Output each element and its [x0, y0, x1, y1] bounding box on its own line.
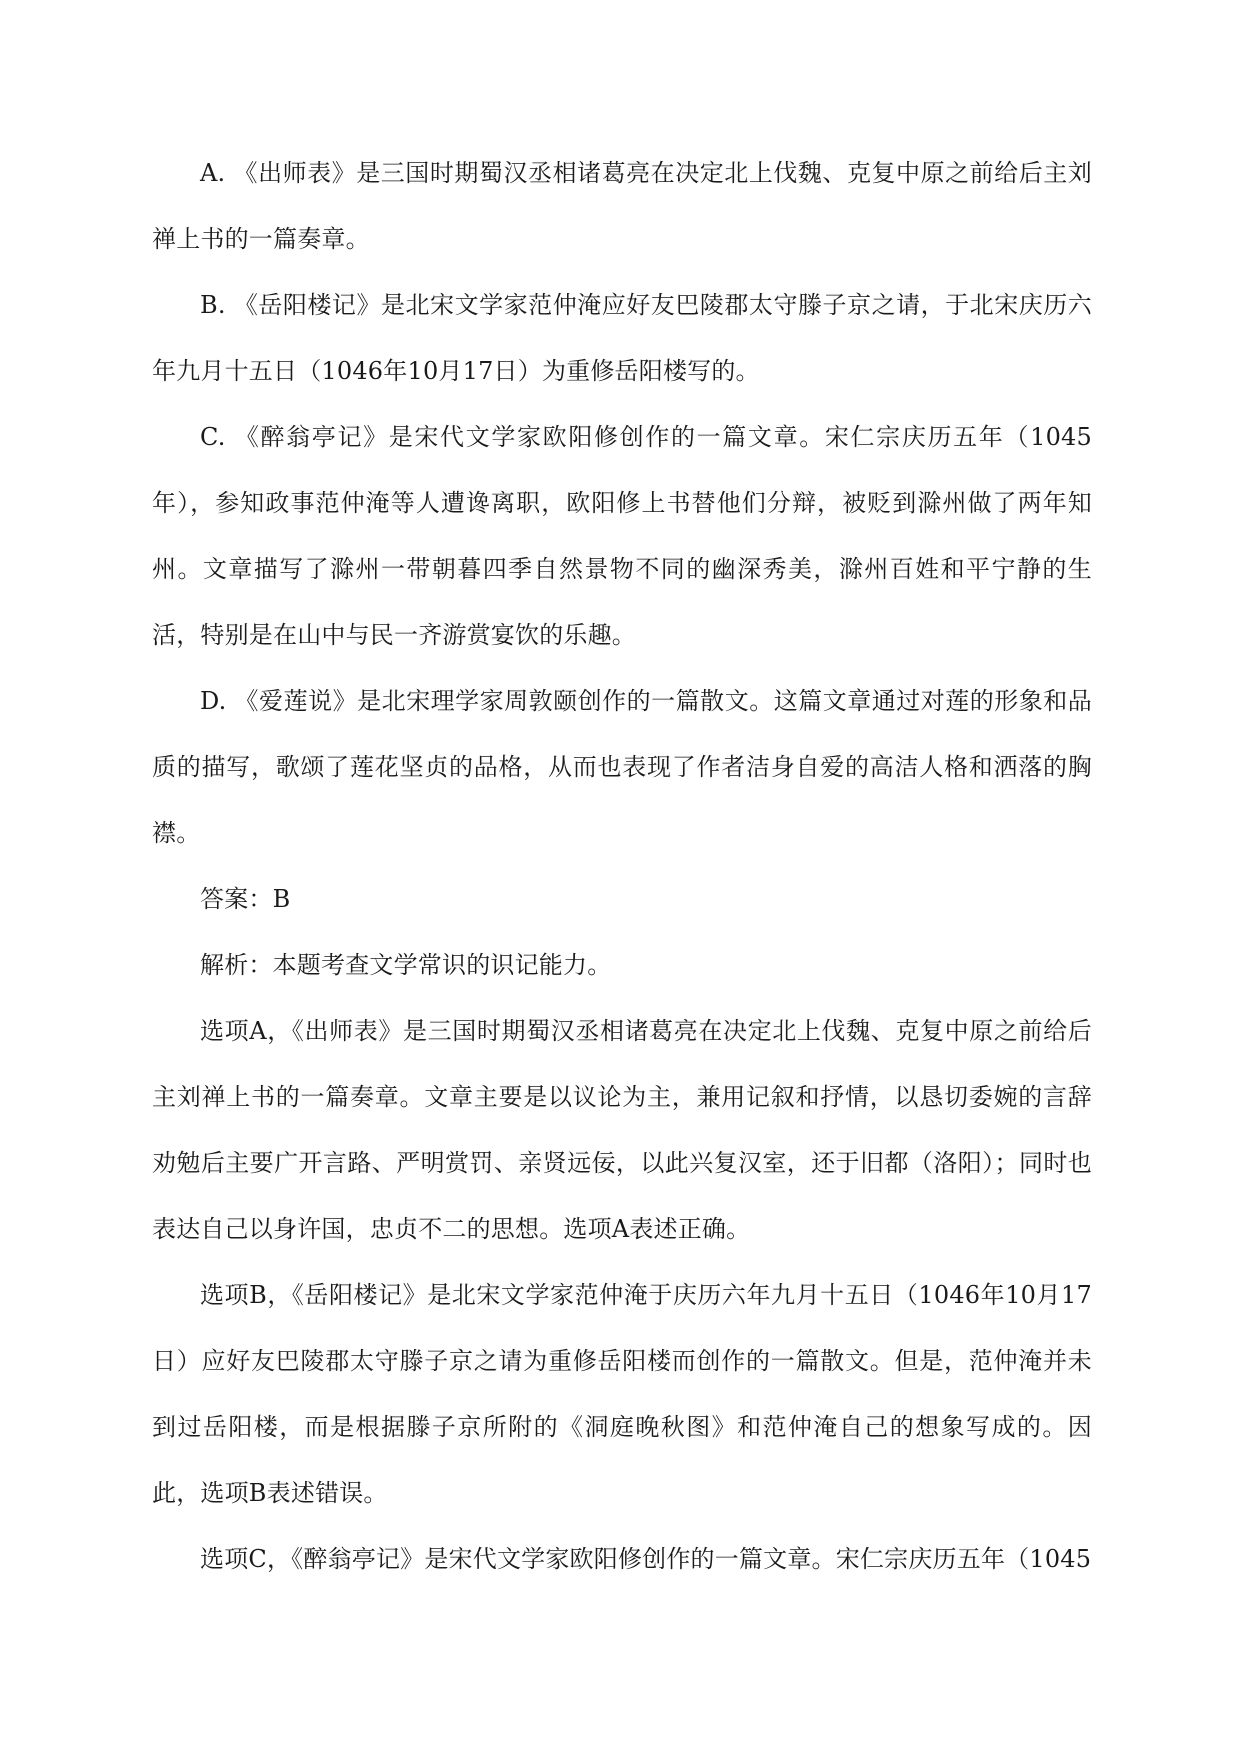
- document-body: [152, 140, 1092, 1592]
- analysis-option-a-paragraph: 选项A，《出师表》是三国时期蜀汉丞相诸葛亮在决定北上伐魏、克复中原之前给后主刘禅上书的一篇奏章。文章主要是以议论为主，兼用记叙和抒情，以恳切委婉的言辞劝勉后主要广开言路、严明赏罚、亲贤远佞，以此兴复汉室，还于旧都（洛阳）；同时也表达自己以身许国，忠贞不二的思想。选项A表述正确。: [152, 1017, 1092, 1243]
- option-c-paragraph: C. 《醉翁亭记》是宋代文学家欧阳修创作的一篇文章。宋仁宗庆历五年（1045年），参知政事范仲淹等人遭谗离职，欧阳修上书替他们分辩，被贬到滁州做了两年知州。文章描写了滁州一带朝暮四季自然景物不同的幽深秀美，滁州百姓和平宁静的生活，特别是在山中与民一齐游赏宴饮的乐趣。: [152, 423, 1092, 649]
- analysis-option-b-paragraph: 选项B，《岳阳楼记》是北宋文学家范仲淹于庆历六年九月十五日（1046年10月17日）应好友巴陵郡太守滕子京之请为重修岳阳楼而创作的一篇散文。但是，范仲淹并未到过岳阳楼，而是根据滕子京所附的《洞庭晚秋图》和范仲淹自己的想象写成的。因此，选项B表述错误。: [152, 1281, 1092, 1507]
- answer-paragraph: 答案：B: [200, 885, 291, 913]
- analysis-option-c-paragraph: 选项C，《醉翁亭记》是宋代文学家欧阳修创作的一篇文章。宋仁宗庆历五年（1045: [200, 1545, 1092, 1573]
- option-d-paragraph: D. 《爱莲说》是北宋理学家周敦颐创作的一篇散文。这篇文章通过对莲的形象和品质的描写，歌颂了莲花坚贞的品格，从而也表现了作者洁身自爱的高洁人格和洒落的胸襟。: [152, 687, 1092, 847]
- option-b-paragraph: B. 《岳阳楼记》是北宋文学家范仲淹应好友巴陵郡太守滕子京之请，于北宋庆历六年九月十五日（1046年10月17日）为重修岳阳楼写的。: [152, 291, 1092, 385]
- analysis-intro-paragraph: 解析：本题考查文学常识的识记能力。: [200, 951, 612, 979]
- option-a-paragraph: A. 《出师表》是三国时期蜀汉丞相诸葛亮在决定北上伐魏、克复中原之前给后主刘禅上书的一篇奏章。: [152, 159, 1092, 253]
